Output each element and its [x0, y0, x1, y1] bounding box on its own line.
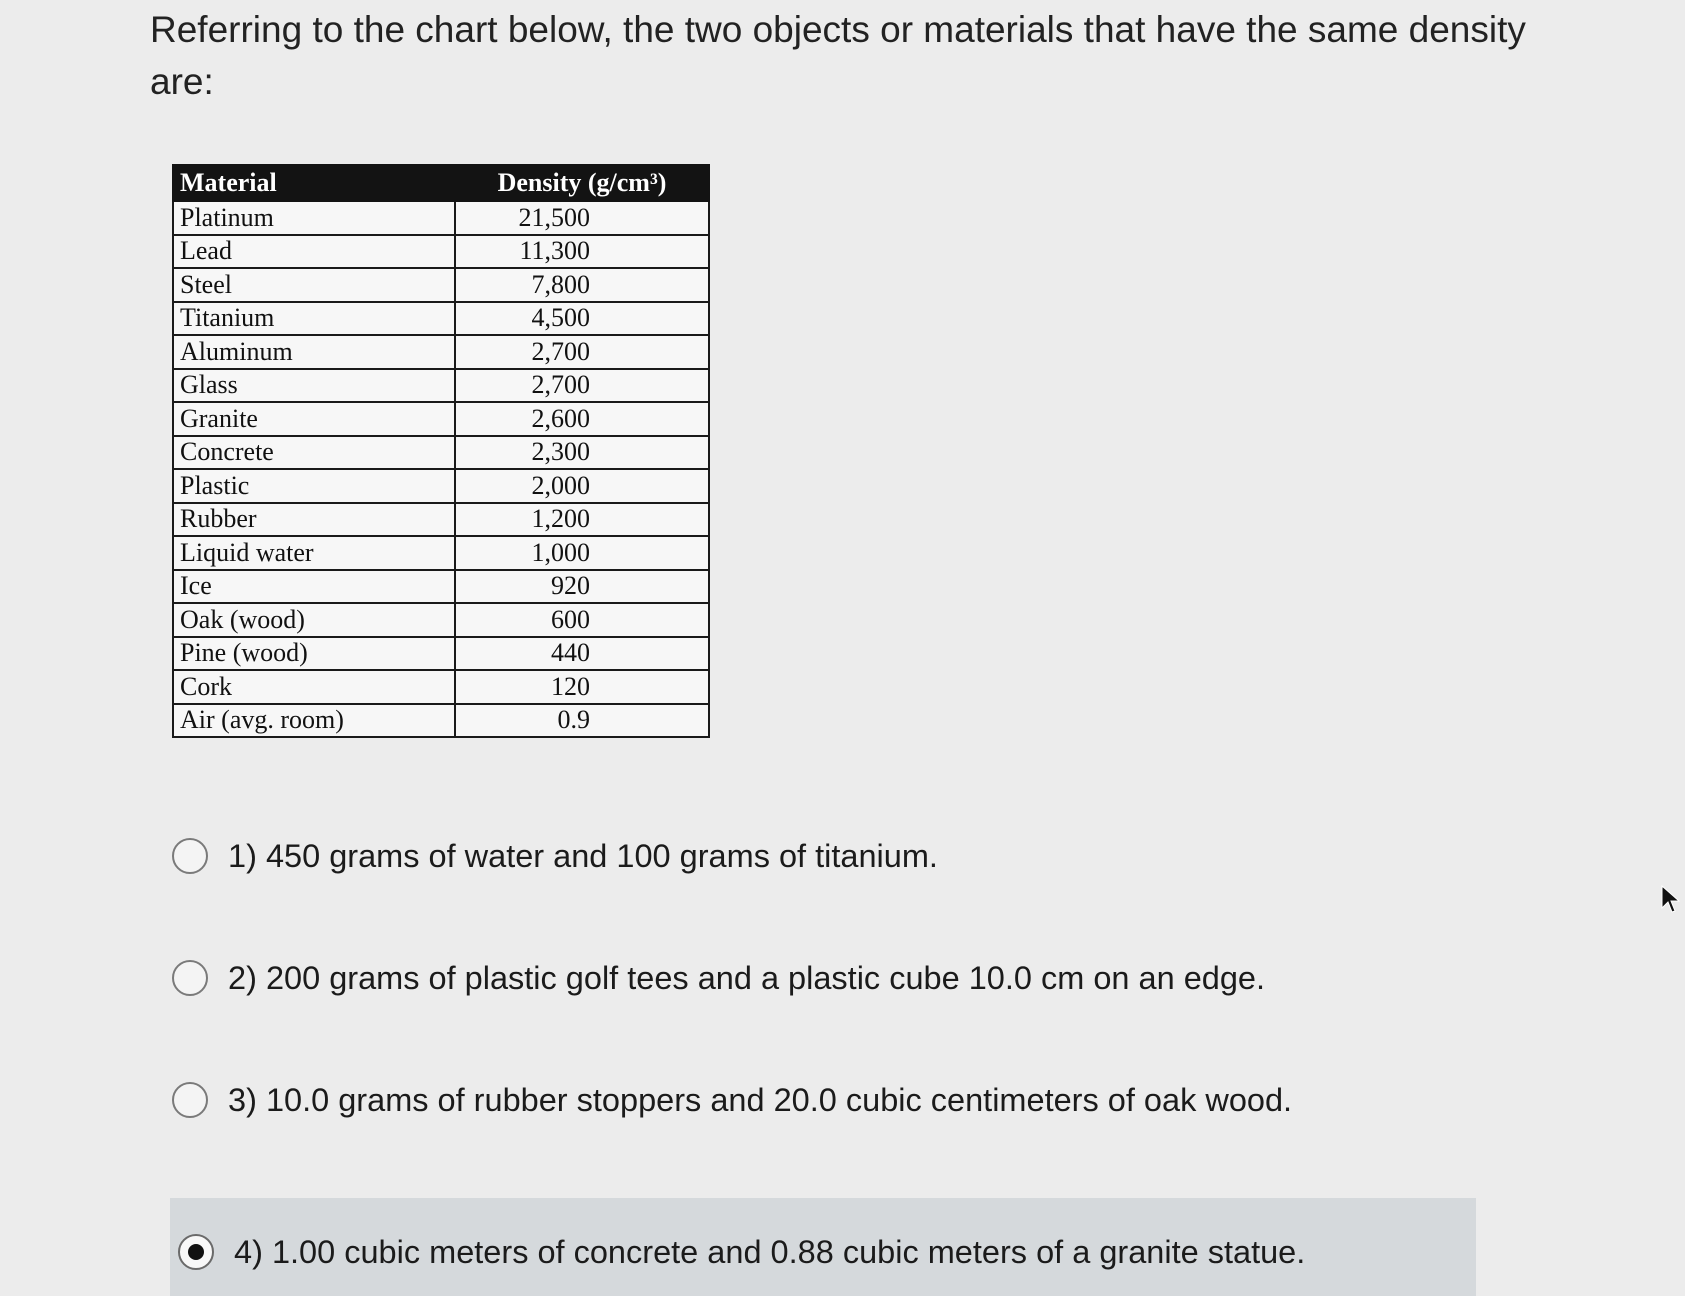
option-3[interactable] — [172, 1080, 1476, 1202]
density-cell: 21,500 — [455, 201, 709, 235]
material-cell: Pine (wood) — [173, 637, 455, 671]
question-text: Referring to the chart below, the two objects or materials that have the same density are: — [150, 9, 1526, 102]
table-row — [173, 570, 709, 604]
density-cell: 2,600 — [455, 402, 709, 436]
material-cell: Titanium — [173, 302, 455, 336]
material-cell: Glass — [173, 369, 455, 403]
column-header-density: Density (g/cm³) — [455, 165, 709, 201]
radio-button-1[interactable] — [172, 838, 208, 874]
option-3-label[interactable] — [228, 1080, 1292, 1120]
density-cell: 120 — [455, 670, 709, 704]
table-row — [173, 335, 709, 369]
table-row — [173, 302, 709, 336]
density-cell: 920 — [455, 570, 709, 604]
density-cell: 1,200 — [455, 503, 709, 537]
option-4-number: 4) — [234, 1234, 263, 1270]
material-cell: Ice — [173, 570, 455, 604]
table-row — [173, 268, 709, 302]
radio-selected-dot — [188, 1244, 204, 1260]
radio-button-3[interactable] — [172, 1082, 208, 1118]
table-row — [173, 201, 709, 235]
table-row — [173, 536, 709, 570]
density-cell: 2,000 — [455, 469, 709, 503]
material-cell: Steel — [173, 268, 455, 302]
table-row — [173, 603, 709, 637]
table-header-row — [173, 165, 709, 201]
material-cell: Oak (wood) — [173, 603, 455, 637]
material-cell: Rubber — [173, 503, 455, 537]
table-row — [173, 469, 709, 503]
table-row — [173, 369, 709, 403]
material-cell: Lead — [173, 235, 455, 269]
option-1-text: 450 grams of water and 100 grams of titanium. — [265, 838, 938, 874]
table-row — [173, 235, 709, 269]
option-1-number: 1) — [228, 838, 257, 874]
table-row — [173, 704, 709, 738]
option-4[interactable] — [178, 1232, 1305, 1272]
density-cell: 4,500 — [455, 302, 709, 336]
density-cell: 7,800 — [455, 268, 709, 302]
option-3-number: 3) — [228, 1082, 257, 1118]
option-1-label[interactable] — [228, 836, 938, 876]
column-header-material: Material — [173, 165, 455, 201]
table-row — [173, 670, 709, 704]
density-cell: 440 — [455, 637, 709, 671]
material-cell: Cork — [173, 670, 455, 704]
table-row — [173, 637, 709, 671]
option-2-text: 200 grams of plastic golf tees and a plastic cube 10.0 cm on an edge. — [265, 960, 1266, 996]
table-row — [173, 503, 709, 537]
density-cell: 2,700 — [455, 335, 709, 369]
material-cell: Plastic — [173, 469, 455, 503]
option-1[interactable] — [172, 836, 1476, 958]
material-cell: Liquid water — [173, 536, 455, 570]
density-cell: 11,300 — [455, 235, 709, 269]
material-cell: Platinum — [173, 201, 455, 235]
material-cell: Granite — [173, 402, 455, 436]
density-cell: 2,700 — [455, 369, 709, 403]
density-cell: 1,000 — [455, 536, 709, 570]
option-4-text: 1.00 cubic meters of concrete and 0.88 cubic meters of a granite statue. — [271, 1234, 1306, 1270]
radio-button-2[interactable] — [172, 960, 208, 996]
answer-options — [172, 836, 1476, 1202]
table-row — [173, 436, 709, 470]
option-4-label[interactable] — [234, 1232, 1305, 1272]
density-cell: 2,300 — [455, 436, 709, 470]
material-cell: Air (avg. room) — [173, 704, 455, 738]
option-2-number: 2) — [228, 960, 257, 996]
option-2[interactable] — [172, 958, 1476, 1080]
material-cell: Concrete — [173, 436, 455, 470]
density-table — [172, 164, 710, 738]
mouse-cursor-icon — [1660, 884, 1680, 914]
radio-button-4[interactable] — [178, 1234, 214, 1270]
density-cell: 0.9 — [455, 704, 709, 738]
option-3-text: 10.0 grams of rubber stoppers and 20.0 cubic centimeters of oak wood. — [265, 1082, 1293, 1118]
option-2-label[interactable] — [228, 958, 1265, 998]
material-cell: Aluminum — [173, 335, 455, 369]
density-cell: 600 — [455, 603, 709, 637]
table-row — [173, 402, 709, 436]
